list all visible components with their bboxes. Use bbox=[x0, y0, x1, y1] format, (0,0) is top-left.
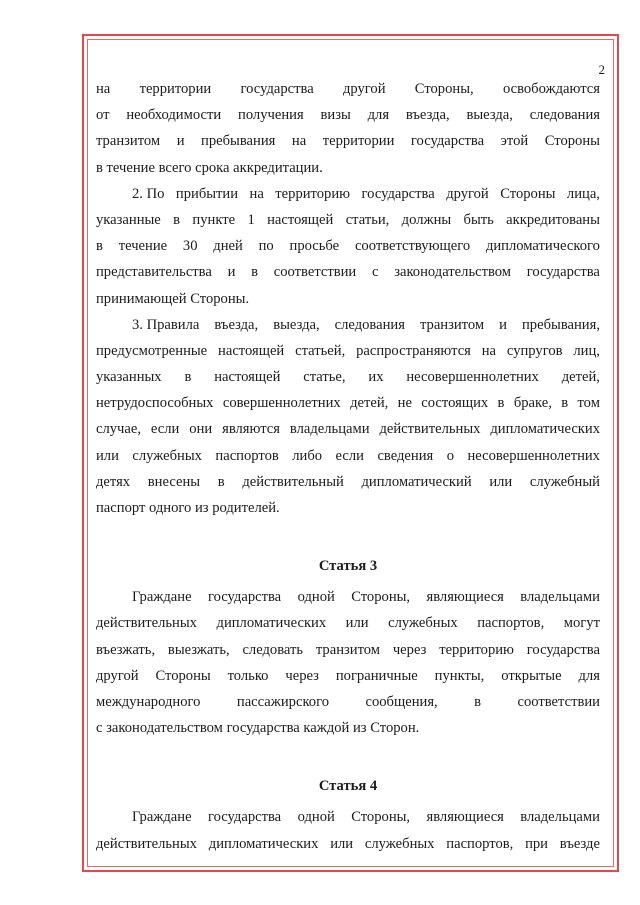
word: законодательством bbox=[394, 264, 511, 281]
word: въезда, bbox=[214, 316, 259, 333]
article-3-paragraph bbox=[96, 584, 600, 741]
word: представительства bbox=[96, 264, 212, 281]
word: по bbox=[258, 238, 274, 255]
word: течение bbox=[118, 238, 168, 255]
word: в bbox=[173, 211, 181, 228]
word: просьбе bbox=[289, 238, 340, 255]
text-line bbox=[96, 637, 600, 663]
word: территории bbox=[139, 81, 212, 97]
text-line bbox=[96, 102, 600, 128]
word: через bbox=[392, 641, 427, 658]
word: служебных bbox=[388, 615, 458, 632]
word: соответствующего bbox=[354, 238, 471, 255]
word: выезда, bbox=[466, 107, 513, 124]
word: на bbox=[291, 133, 307, 150]
word: быть bbox=[463, 211, 494, 228]
word: совершеннолетних bbox=[222, 395, 341, 412]
word: Граждане bbox=[132, 809, 192, 826]
word: прибытии bbox=[175, 185, 239, 202]
word: выезжать, bbox=[167, 641, 230, 658]
word: одной bbox=[297, 589, 335, 606]
paragraph-clause-2 bbox=[96, 181, 600, 312]
word: если bbox=[150, 421, 180, 438]
text-line bbox=[96, 128, 600, 154]
word: они bbox=[189, 421, 213, 438]
article-3-heading: Статья 3 bbox=[318, 558, 378, 575]
word: в bbox=[251, 264, 259, 281]
word: настоящей bbox=[214, 369, 281, 386]
word: государства bbox=[207, 589, 282, 606]
paragraph-continuation bbox=[96, 76, 600, 181]
word: соответствии bbox=[517, 693, 600, 710]
word: освобождаются bbox=[502, 81, 600, 97]
text-line bbox=[96, 390, 600, 416]
word: дипломатических bbox=[208, 835, 319, 852]
word: и bbox=[227, 264, 236, 281]
word: паспортов bbox=[215, 447, 279, 464]
word: на bbox=[249, 185, 264, 202]
text-line bbox=[96, 831, 600, 857]
paragraph-clause-3 bbox=[96, 312, 600, 522]
word: о bbox=[446, 447, 455, 464]
word: Стороны, bbox=[414, 81, 474, 97]
word: распространяются bbox=[356, 342, 471, 359]
word: необходимости bbox=[126, 107, 222, 124]
word: нетрудоспособных bbox=[96, 395, 214, 412]
word: с законодательством государства каждой из Сторон. bbox=[96, 720, 420, 737]
word: 2. По bbox=[132, 185, 165, 202]
word: служебный bbox=[529, 473, 600, 490]
word: транзитом bbox=[315, 641, 381, 658]
word: или bbox=[489, 473, 513, 490]
text-line bbox=[96, 364, 600, 390]
word: государства bbox=[361, 185, 435, 202]
word: Стороны bbox=[155, 667, 211, 684]
word: для bbox=[578, 667, 600, 684]
word: статьи, bbox=[345, 211, 390, 228]
word: их bbox=[368, 369, 384, 386]
text-line bbox=[96, 584, 600, 610]
word: и bbox=[176, 133, 185, 150]
word: пункте bbox=[192, 211, 236, 228]
article-4-heading: Статья 4 bbox=[318, 778, 378, 795]
word: действительный bbox=[242, 473, 344, 490]
text-line bbox=[96, 715, 600, 741]
word: в bbox=[184, 369, 192, 386]
word: или bbox=[330, 835, 354, 852]
word: через bbox=[285, 667, 319, 684]
word: выезда, bbox=[273, 316, 320, 333]
word: дипломатического bbox=[485, 238, 600, 255]
text-line bbox=[96, 416, 600, 442]
word: настоящей bbox=[218, 342, 285, 359]
word: супругов bbox=[506, 342, 563, 359]
word: могут bbox=[563, 615, 600, 632]
word: следования bbox=[334, 316, 405, 333]
word: владельцами bbox=[520, 589, 600, 606]
word: этой bbox=[500, 133, 529, 150]
word: одной bbox=[297, 809, 335, 826]
word: или bbox=[96, 447, 119, 464]
word: пребывания, bbox=[522, 316, 600, 333]
word: Стороны, bbox=[351, 809, 411, 826]
word: детей, bbox=[561, 369, 600, 386]
word: для bbox=[367, 107, 390, 124]
word: паспортов, bbox=[477, 615, 545, 632]
word: территории bbox=[322, 133, 395, 150]
word: другой bbox=[342, 81, 386, 97]
text-line bbox=[96, 469, 600, 495]
text-line bbox=[96, 181, 600, 207]
text-line bbox=[96, 610, 600, 636]
word: в bbox=[474, 693, 482, 710]
word: территорию bbox=[275, 185, 351, 202]
word: если bbox=[335, 447, 364, 464]
word: дипломатических bbox=[216, 615, 327, 632]
text-line bbox=[96, 155, 600, 181]
word: следовать bbox=[242, 641, 304, 658]
word: не bbox=[397, 395, 412, 412]
word: государства bbox=[207, 809, 282, 826]
word: пограничные bbox=[335, 667, 418, 684]
word: служебных bbox=[132, 447, 202, 464]
word: 1 bbox=[247, 211, 255, 228]
word: международного bbox=[96, 693, 201, 710]
word: Стороны bbox=[544, 133, 600, 150]
text-line bbox=[96, 689, 600, 715]
word: действительных bbox=[96, 835, 197, 852]
word: Стороны, bbox=[351, 589, 411, 606]
word: в bbox=[561, 395, 569, 412]
word: пассажирского bbox=[236, 693, 330, 710]
word: принимающей Стороны. bbox=[96, 290, 250, 307]
text-line bbox=[96, 312, 600, 338]
word: должны bbox=[401, 211, 452, 228]
word: либо bbox=[292, 447, 323, 464]
word: транзитом bbox=[96, 133, 161, 150]
word: другой bbox=[446, 185, 489, 202]
word: государства bbox=[526, 641, 600, 658]
word: 30 bbox=[182, 238, 198, 255]
word: случае, bbox=[96, 421, 141, 438]
text-line bbox=[96, 233, 600, 259]
word: являются bbox=[222, 421, 280, 438]
word: государства bbox=[526, 264, 600, 281]
text-line bbox=[96, 663, 600, 689]
word: только bbox=[227, 667, 269, 684]
word: владельцами bbox=[289, 421, 370, 438]
text-line bbox=[96, 207, 600, 233]
text-line bbox=[96, 495, 600, 521]
word: являющиеся bbox=[426, 809, 504, 826]
word: получения bbox=[238, 107, 304, 124]
word: в bbox=[217, 473, 225, 490]
word: несовершеннолетних bbox=[467, 447, 600, 464]
word: несовершеннолетних bbox=[406, 369, 539, 386]
word: в течение всего срока аккредитации. bbox=[96, 159, 323, 176]
word: въезде bbox=[559, 835, 600, 852]
document-body bbox=[96, 76, 600, 857]
word: паспортов, bbox=[446, 835, 514, 852]
text-line bbox=[96, 76, 600, 102]
word: аккредитованы bbox=[506, 211, 600, 228]
text-line bbox=[96, 443, 600, 469]
word: на bbox=[481, 342, 497, 359]
word: статье, bbox=[303, 369, 346, 386]
word: состоящих bbox=[421, 395, 489, 412]
word: пребывания bbox=[201, 133, 276, 150]
text-line bbox=[96, 259, 600, 285]
text-line bbox=[96, 286, 600, 312]
word: Стороны bbox=[500, 185, 556, 202]
word: дипломатический bbox=[361, 473, 472, 490]
word: Граждане bbox=[132, 589, 192, 606]
word: предусмотренные bbox=[96, 342, 208, 359]
word: транзитом bbox=[419, 316, 485, 333]
word: территорию bbox=[439, 641, 514, 658]
word: соответствии bbox=[273, 264, 357, 281]
word: браке, bbox=[513, 395, 552, 412]
text-line bbox=[96, 804, 600, 830]
article-4-paragraph bbox=[96, 804, 600, 856]
word: въезжать, bbox=[96, 641, 156, 658]
word: сведения bbox=[377, 447, 434, 464]
word: внесены bbox=[147, 473, 201, 490]
word: следования bbox=[529, 107, 600, 124]
word: действительных bbox=[96, 615, 197, 632]
word: другой bbox=[96, 667, 139, 684]
word: пункты, bbox=[434, 667, 485, 684]
word: с bbox=[371, 264, 379, 281]
word: и bbox=[499, 316, 507, 333]
word: лиц, bbox=[573, 342, 600, 359]
word: 3. Правила bbox=[132, 316, 200, 333]
word: указанные bbox=[96, 211, 161, 228]
word: визы bbox=[320, 107, 351, 124]
word: в bbox=[96, 238, 103, 255]
word: владельцами bbox=[520, 809, 600, 826]
word: дней bbox=[213, 238, 243, 255]
word: сообщения, bbox=[365, 693, 438, 710]
word: государства bbox=[410, 133, 485, 150]
word: при bbox=[525, 835, 548, 852]
word: на bbox=[96, 81, 111, 97]
page-number: 2 bbox=[598, 62, 605, 77]
word: в bbox=[497, 395, 505, 412]
text-line bbox=[96, 338, 600, 364]
word: паспорт одного из родителей. bbox=[96, 500, 280, 516]
word: действительных bbox=[379, 421, 481, 438]
word: детях bbox=[96, 473, 131, 490]
word: являющиеся bbox=[426, 589, 504, 606]
word: или bbox=[345, 615, 369, 632]
word: открытые bbox=[501, 667, 562, 684]
word: указанных bbox=[96, 369, 162, 386]
word: от bbox=[96, 107, 110, 124]
word: въезда, bbox=[405, 107, 450, 124]
word: детей, bbox=[350, 395, 389, 412]
word: настоящей bbox=[267, 211, 334, 228]
word: служебных bbox=[364, 835, 435, 852]
word: дипломатических bbox=[490, 421, 600, 438]
word: государства bbox=[240, 81, 314, 97]
word: статьей, bbox=[295, 342, 346, 359]
word: лица, bbox=[566, 185, 600, 202]
word: том bbox=[577, 395, 600, 412]
